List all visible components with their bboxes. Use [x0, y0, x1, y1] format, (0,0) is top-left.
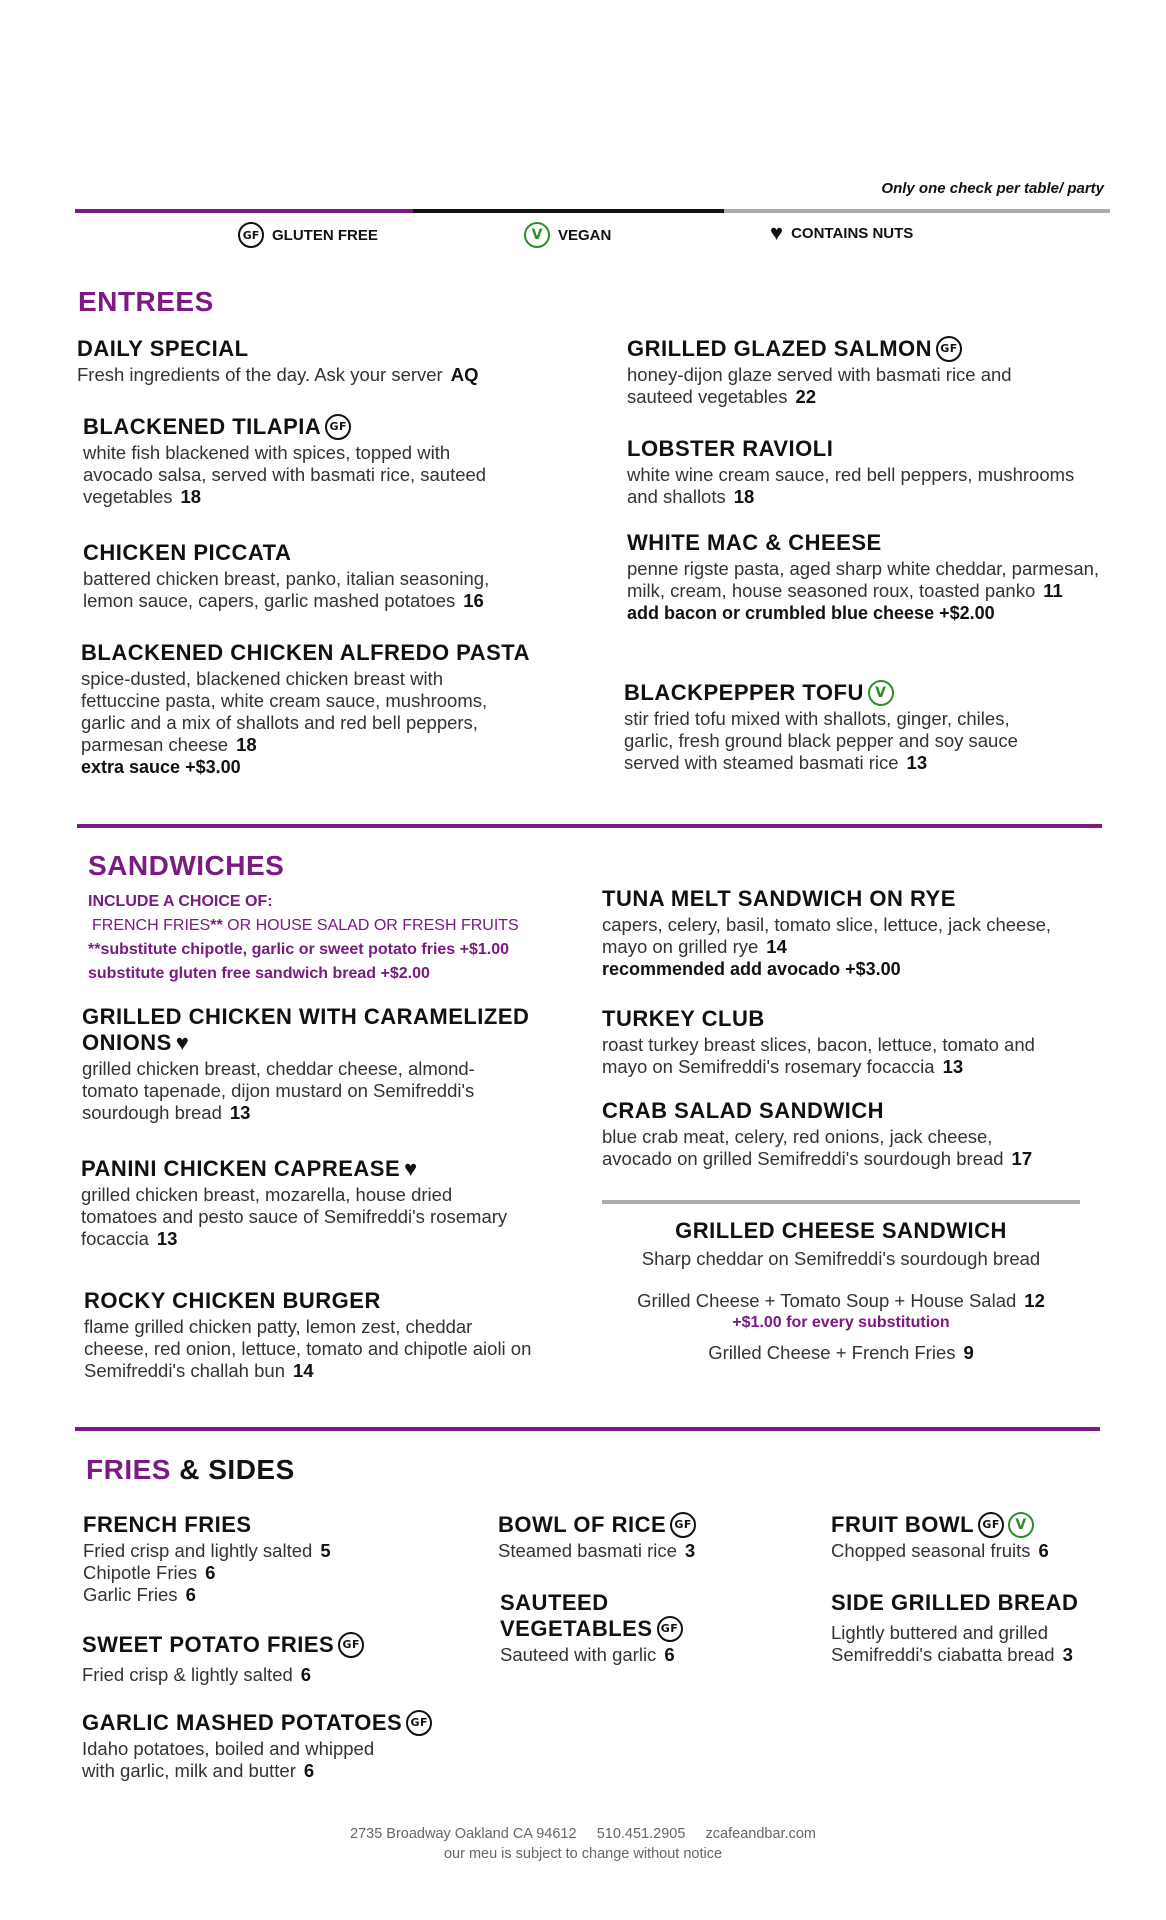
item-name: ONIONS: [82, 1030, 172, 1055]
item-price: 13: [906, 752, 928, 773]
item-price: 6: [303, 1760, 315, 1781]
item-description: white fish blackened with spices, topped with avocado salsa, served with basmati rice, sauteed vegetables 18: [83, 442, 487, 507]
menu-item: [83, 540, 523, 612]
item-name: TURKEY CLUB: [602, 1006, 765, 1031]
item-price: 6: [300, 1664, 312, 1685]
item-price: 13: [942, 1056, 964, 1077]
gluten-free-icon: GF: [936, 336, 962, 362]
item-name: CRAB SALAD SANDWICH: [602, 1098, 885, 1123]
section-title-sandwiches: SANDWICHES: [88, 850, 285, 881]
section-divider: [75, 1427, 1100, 1431]
item-price: 9: [963, 1342, 974, 1363]
item-name: BOWL OF RICE: [498, 1512, 667, 1537]
vegan-icon: V: [868, 680, 894, 706]
item-price: 11: [1043, 580, 1063, 601]
item-description: honey-dijon glaze served with basmati rice and sauteed vegetables 22: [627, 364, 1012, 407]
header-rule-gray: [724, 209, 1110, 213]
item-name: WHITE MAC & CHEESE: [627, 530, 882, 555]
item-name: TUNA MELT SANDWICH ON RYE: [602, 886, 956, 911]
legend-label: GLUTEN FREE: [272, 226, 378, 244]
item-name: PANINI CHICKEN CAPREASE: [81, 1156, 401, 1181]
item-description: Lightly buttered and grilled Semifreddi's ciabatta bread 3: [831, 1622, 1073, 1665]
substitute-bread: substitute gluten free sandwich bread +$2.00: [88, 965, 430, 982]
grilled-cheese-divider: [602, 1200, 1080, 1204]
legend-label: VEGAN: [558, 226, 612, 244]
item-price: 18: [733, 486, 755, 507]
check-policy-note: Only one check per table/ party: [881, 180, 1104, 197]
substitution-note: +$1.00 for every substitution: [732, 1314, 950, 1331]
nut-icon: ♥: [175, 1030, 190, 1055]
vegan-icon: V: [524, 222, 550, 248]
menu-item: [627, 336, 1107, 408]
legend-contains-nuts: [770, 222, 913, 244]
item-name: DAILY SPECIAL: [77, 336, 249, 361]
item-name: ROCKY CHICKEN BURGER: [84, 1288, 381, 1313]
item-price: 22: [795, 386, 817, 407]
footer-notice: our meu is subject to change without notice: [443, 1846, 723, 1862]
vegan-icon: V: [1008, 1512, 1034, 1538]
footer-phone[interactable]: 510.451.2905: [596, 1826, 686, 1842]
item-name: FRENCH FRIES: [83, 1512, 252, 1537]
footer-website[interactable]: zcafeandbar.com: [705, 1826, 816, 1842]
section-divider: [77, 824, 1102, 828]
item-price: 12: [1024, 1290, 1045, 1311]
item-price: 18: [180, 486, 202, 507]
menu-item: [624, 680, 1084, 774]
item-description: Idaho potatoes, boiled and whipped with garlic, milk and butter 6: [82, 1738, 375, 1781]
item-description: Fresh ingredients of the day. Ask your server AQ: [77, 364, 479, 385]
item-option: Chipotle Fries 6: [83, 1562, 216, 1583]
item-description: blue crab meat, celery, red onions, jack cheese, avocado on grilled Semifreddi's sourdough bread 17: [602, 1126, 1033, 1169]
item-description: spice-dusted, blackened chicken breast with fettuccine pasta, white cream sauce, mushrooms, garlic and a mix of shallots and red bell peppers, parmesan cheese 18: [81, 668, 488, 755]
menu-item: [82, 1710, 482, 1782]
sandwich-options: [88, 890, 598, 986]
item-price: 14: [292, 1360, 314, 1381]
item-name: SWEET POTATO FRIES: [82, 1632, 335, 1657]
item-price: 5: [320, 1540, 331, 1561]
gluten-free-icon: GF: [978, 1512, 1004, 1538]
item-name: GRILLED CHICKEN WITH CARAMELIZED: [82, 1004, 530, 1029]
item-price: AQ: [450, 364, 479, 385]
menu-item: [627, 530, 1107, 624]
footer-contact: [0, 1826, 1166, 1842]
legend-vegan: [524, 222, 611, 248]
section-title-sides: FRIES & SIDES: [86, 1454, 295, 1485]
item-description: flame grilled chicken patty, lemon zest, cheddar cheese, red onion, lettuce, tomato and chipotle aioli on Semifreddi's challah bun 14: [84, 1316, 532, 1381]
legend-gluten-free: [238, 222, 378, 248]
item-option: Garlic Fries 6: [83, 1584, 196, 1605]
item-name: CHICKEN PICCATA: [83, 540, 292, 565]
item-description: Chopped seasonal fruits 6: [831, 1540, 1049, 1561]
item-description: battered chicken breast, panko, italian seasoning, lemon sauce, capers, garlic mashed potatoes 16: [83, 568, 490, 611]
item-name: SAUTEED: [500, 1590, 609, 1615]
item-description: roast turkey breast slices, bacon, lettuce, tomato and mayo on Semifreddi's rosemary focaccia 13: [602, 1034, 1035, 1077]
menu-item: [77, 336, 547, 386]
item-price: 6: [205, 1562, 216, 1583]
item-description: Sharp cheddar on Semifreddi's sourdough bread: [641, 1248, 1041, 1269]
header-rule-black: [413, 209, 724, 213]
menu-item: [831, 1512, 1131, 1562]
item-name: BLACKENED CHICKEN ALFREDO PASTA: [81, 640, 530, 665]
item-name: BLACKENED TILAPIA: [83, 414, 322, 439]
item-description: grilled chicken breast, mozarella, house dried tomatoes and pesto sauce of Semifreddi's rosemary focaccia 13: [81, 1184, 508, 1249]
menu-item: [83, 1512, 463, 1606]
menu-item: [500, 1590, 800, 1666]
item-addon: extra sauce +$3.00: [81, 757, 241, 777]
combo-soup-salad: Grilled Cheese + Tomato Soup + House Salad 12: [637, 1290, 1045, 1311]
menu-item: [81, 1156, 561, 1250]
section-title-entrees: ENTREES: [78, 286, 214, 317]
item-name: BLACKPEPPER TOFU: [624, 680, 864, 705]
item-addon: add bacon or crumbled blue cheese +$2.00: [627, 603, 995, 623]
combo-fries: Grilled Cheese + French Fries 9: [708, 1342, 974, 1363]
item-description: stir fried tofu mixed with shallots, ginger, chiles, garlic, fresh ground black pepper and soy sauce served with steamed basmati rice 13: [624, 708, 1018, 773]
menu-item: [84, 1288, 544, 1382]
gluten-free-icon: GF: [338, 1632, 364, 1658]
gluten-free-icon: GF: [670, 1512, 696, 1538]
menu-item: [602, 1098, 1082, 1170]
item-price: 16: [463, 590, 484, 611]
menu-item: [627, 436, 1107, 508]
nut-icon: ♥: [404, 1156, 418, 1181]
item-price: 6: [185, 1584, 196, 1605]
item-description: capers, celery, basil, tomato slice, lettuce, jack cheese, mayo on grilled rye 14: [602, 914, 1051, 957]
item-price: 13: [229, 1102, 251, 1123]
grilled-cheese-block: [602, 1218, 1080, 1364]
item-price: 6: [1038, 1540, 1049, 1561]
item-name: SIDE GRILLED BREAD: [831, 1590, 1079, 1615]
item-description: penne rigste pasta, aged sharp white cheddar, parmesan, milk, cream, house seasoned roux, toasted panko 11: [627, 558, 1100, 601]
gluten-free-icon: GF: [406, 1710, 432, 1736]
item-name: LOBSTER RAVIOLI: [627, 436, 834, 461]
menu-item: [602, 1006, 1082, 1078]
gluten-free-icon: GF: [657, 1616, 683, 1642]
item-description: Sauteed with garlic 6: [500, 1644, 675, 1665]
item-name: GRILLED GLAZED SALMON: [627, 336, 933, 361]
menu-item: [81, 640, 541, 778]
include-title: INCLUDE A CHOICE OF:: [88, 893, 273, 910]
item-price: 6: [664, 1644, 675, 1665]
item-addon: recommended add avocado +$3.00: [602, 959, 901, 979]
menu-item: [831, 1590, 1121, 1666]
substitute-fries: **substitute chipotle, garlic or sweet potato fries +$1.00: [88, 941, 510, 958]
legend-label: CONTAINS NUTS: [791, 224, 914, 242]
item-price: 3: [1062, 1644, 1073, 1665]
item-description: Fried crisp & lightly salted 6: [82, 1664, 312, 1685]
gluten-free-icon: GF: [325, 414, 351, 440]
menu-item: [83, 414, 523, 508]
item-name: VEGETABLES: [500, 1616, 653, 1641]
menu-item: [82, 1004, 572, 1124]
item-description: white wine cream sauce, red bell peppers, mushrooms and shallots 18: [627, 464, 1075, 507]
menu-item: [498, 1512, 798, 1562]
item-description: Steamed basmati rice 3: [498, 1540, 696, 1561]
item-price: 13: [156, 1228, 178, 1249]
item-name: GRILLED CHEESE SANDWICH: [675, 1218, 1007, 1243]
item-price: 17: [1011, 1148, 1033, 1169]
header-rule-purple: [75, 209, 413, 213]
menu-item: [602, 886, 1082, 980]
item-price: 3: [684, 1540, 696, 1561]
item-price: 14: [766, 936, 787, 957]
item-name: FRUIT BOWL: [831, 1512, 975, 1537]
item-option: Fried crisp and lightly salted 5: [83, 1540, 331, 1561]
item-name: GARLIC MASHED POTATOES: [82, 1710, 403, 1735]
nut-icon: ♥: [770, 220, 784, 245]
footer-address: 2735 Broadway Oakland CA 94612: [350, 1826, 577, 1842]
include-options: FRENCH FRIES** OR HOUSE SALAD OR FRESH FRUITS: [92, 917, 519, 934]
menu-item: [82, 1632, 462, 1686]
item-price: 18: [236, 734, 257, 755]
gluten-free-icon: GF: [238, 222, 264, 248]
item-description: grilled chicken breast, cheddar cheese, almond-tomato tapenade, dijon mustard on Semifreddi's sourdough bread 13: [82, 1058, 475, 1123]
